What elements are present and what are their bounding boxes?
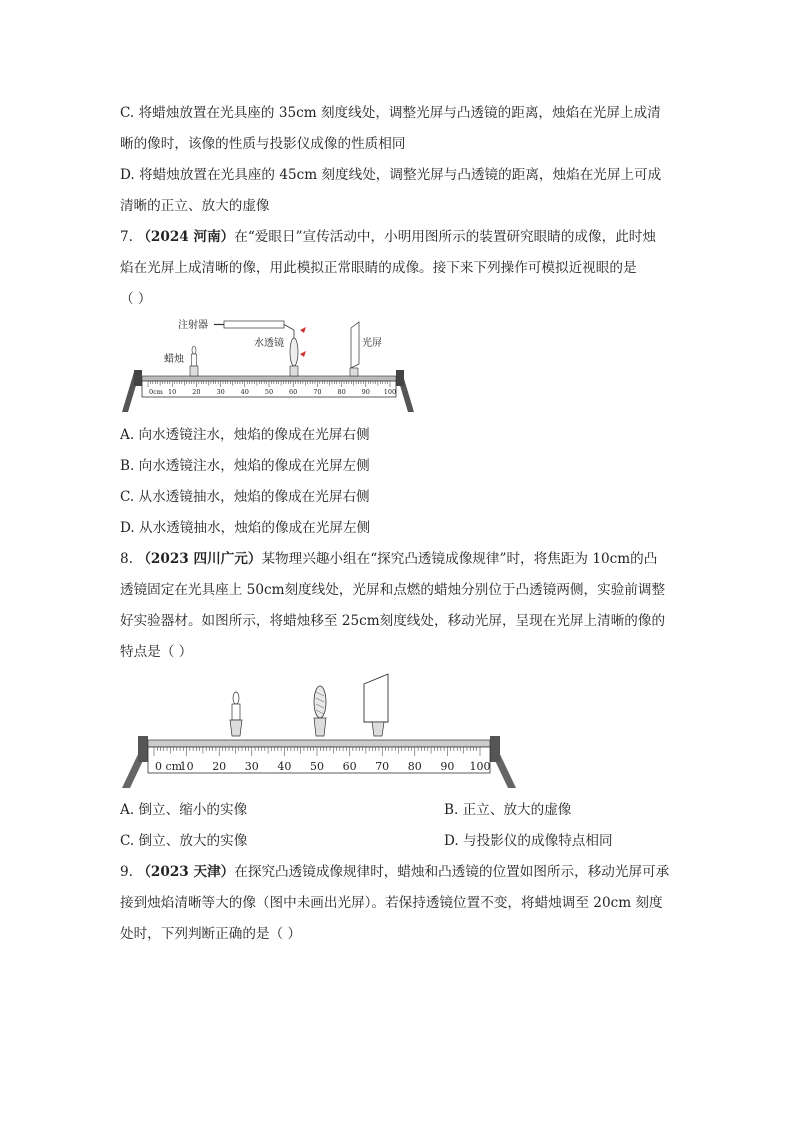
q7-text: 在“爱眼日”宣传活动中，小明用图所示的装置研究眼睛的成像，此时烛 (234, 229, 656, 245)
q7-option-a: A. 向水透镜注水，烛焰的像成在光屏右侧 (120, 427, 370, 443)
q7-ruler-tick-label: 80 (337, 388, 346, 396)
q9-stem-line3: 处时，下列判断正确的是（ ） (120, 926, 302, 942)
q8-ruler-tick-label: 90 (440, 760, 455, 773)
q7-ruler-tick-label: 100 (383, 388, 397, 396)
q7-label-screen: 光屏 (362, 338, 382, 349)
q7-stem-line1 (120, 228, 656, 246)
q8-ruler-tick-label: 70 (375, 760, 390, 773)
q9-number: 9. (120, 864, 133, 880)
q7-ruler-tick-label: 10 (168, 388, 177, 396)
q8-number: 8. (120, 551, 133, 567)
q8-ruler-tick-label: 80 (407, 760, 422, 773)
q7-ruler-tick-label: 60 (289, 388, 298, 396)
q9-source: （2023 天津） (137, 864, 235, 880)
q8-option-c: C. 倒立、放大的实像 (120, 833, 248, 849)
q9-stem-line1 (120, 863, 669, 881)
q8-stem-line3: 好实验器材。如图所示，将蜡烛移至 25cm刻度线处，移动光屏，呈现在光屏上清晰的像的 (120, 613, 666, 629)
q8-option-d: D. 与投影仪的成像特点相同 (444, 833, 613, 849)
q8-option-a: A. 倒立、缩小的实像 (120, 802, 248, 818)
q7-bracket: （ ） (120, 291, 152, 307)
q7-ruler-tick-label: 40 (240, 388, 249, 396)
q7-ruler-tick-label: 30 (216, 388, 225, 396)
q7-ruler-tick-label: 50 (264, 388, 274, 396)
q8-source: （2023 四川广元） (137, 551, 262, 567)
q8-ruler-tick-label: 0 cm (155, 760, 183, 773)
q8-convex-lens (314, 686, 326, 736)
q7-source: （2024 河南） (137, 229, 235, 245)
q7-ruler-tick-label: 20 (192, 388, 201, 396)
q8-ruler-tick-label: 10 (179, 760, 194, 773)
q7-ruler-tick-label: 70 (313, 388, 322, 396)
q7-option-b: B. 向水透镜注水，烛焰的像成在光屏左侧 (120, 458, 370, 474)
q6-option-c-line1: C. 将蜡烛放置在光具座的 35cm 刻度线处，调整光屏与凸透镜的距离，烛焰在光屏上成清 (120, 105, 661, 121)
q8-ruler-tick-label: 100 (469, 760, 491, 773)
q8-text: 某物理兴趣小组在“探究凸透镜成像规律”时，将焦距为 10cm的凸 (261, 551, 658, 567)
q6-option-d-line1: D. 将蜡烛放置在光具座的 45cm 刻度线处，调整光屏与凸透镜的距离，烛焰在光屏上可成 (120, 167, 662, 183)
q7-label-candle: 蜡烛 (164, 354, 184, 365)
q8-stem-line2: 透镜固定在光具座上 50cm刻度线处，光屏和点燃的蜡烛分别位于凸透镜两侧，实验前调整 (120, 582, 666, 598)
q8-ruler-tick-label: 30 (244, 760, 259, 773)
q7-label-lens: 水透镜 (254, 338, 284, 349)
q9-text: 在探究凸透镜成像规律时，蜡烛和凸透镜的位置如图所示，移动光屏可承 (234, 864, 670, 880)
q7-candle (190, 346, 198, 376)
q7-bench (122, 370, 414, 412)
q8-candle (230, 692, 242, 736)
q7-syringe (214, 321, 294, 330)
q8-screen (364, 674, 388, 736)
q8-bench (122, 736, 516, 788)
q7-stem-line2: 焰在光屏上成清晰的像，用此模拟正常眼睛的成像。接下来下列操作可模拟近视眼的是 (120, 260, 637, 276)
q7-optical-bench-figure (118, 312, 418, 416)
q6-option-c-line2: 晰的像时，该像的性质与投影仪成像的性质相同 (120, 136, 406, 152)
q7-number: 7. (120, 229, 133, 245)
q7-option-c: C. 从水透镜抽水，烛焰的像成在光屏右侧 (120, 489, 370, 505)
q8-ruler-tick-label: 50 (310, 760, 324, 773)
q8-optical-bench-figure (118, 664, 528, 794)
q7-water-lens (290, 327, 306, 376)
q7-ruler-tick-label: 90 (361, 388, 370, 396)
q8-ruler-tick-label: 40 (277, 760, 292, 773)
q8-ruler-tick-label: 60 (342, 760, 357, 773)
q9-stem-line2: 接到烛焰清晰等大的像（图中未画出光屏）。若保持透镜位置不变，将蜡烛调至 20cm 刻度 (120, 895, 663, 911)
q7-option-d: D. 从水透镜抽水，烛焰的像成在光屏左侧 (120, 520, 371, 536)
q8-stem-line1 (120, 550, 657, 568)
q8-ruler-tick-label: 20 (212, 760, 227, 773)
q6-option-d-line2: 清晰的正立、放大的虚像 (120, 198, 270, 214)
q7-label-syringe: 注射器 (178, 320, 208, 331)
q8-option-b: B. 正立、放大的虚像 (444, 802, 572, 818)
q7-ruler-tick-label: 0cm (149, 388, 163, 396)
q8-stem-line4: 特点是（ ） (120, 644, 193, 660)
q7-screen (350, 322, 359, 376)
